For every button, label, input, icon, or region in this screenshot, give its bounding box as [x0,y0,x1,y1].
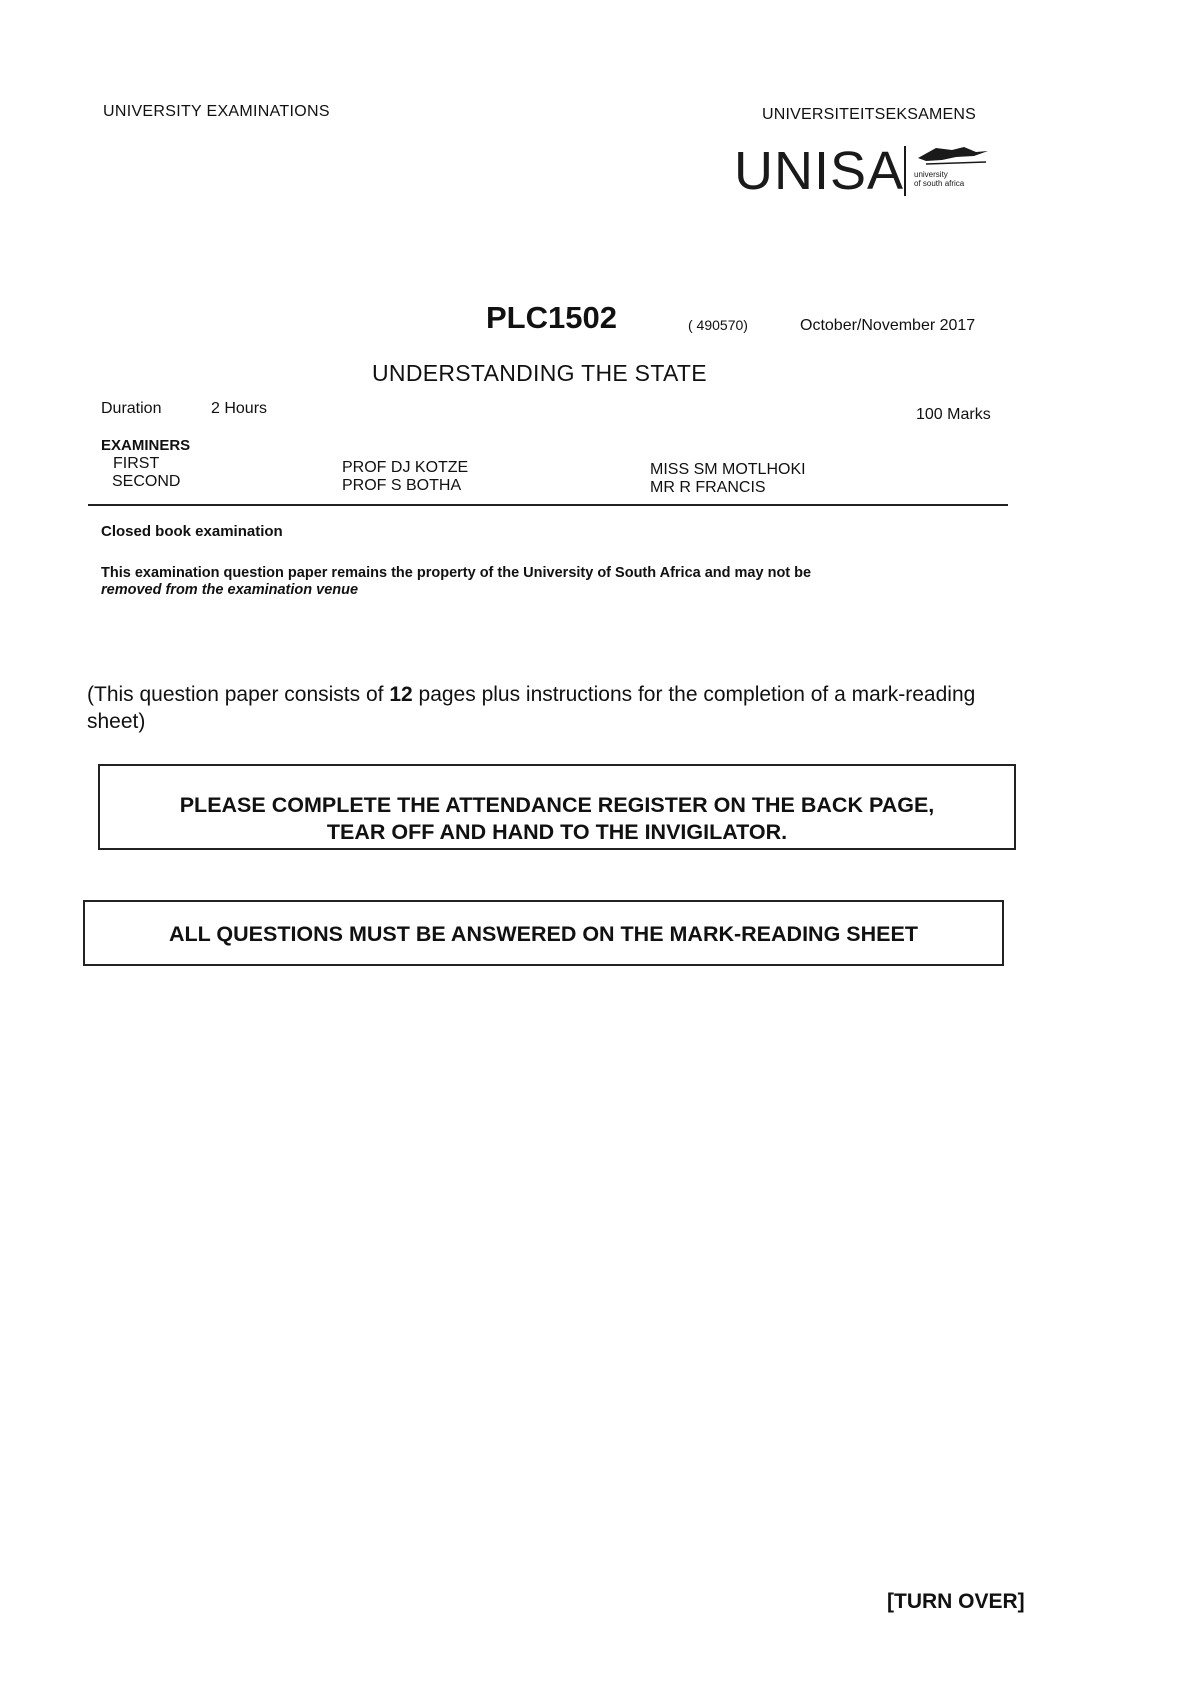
logo-tagline-line2: of south africa [914,179,965,188]
examiners-heading: EXAMINERS [101,437,191,454]
unisa-bird-icon [912,144,992,170]
total-marks: 100 Marks [916,406,991,423]
mark-reading-box [83,900,1004,966]
mark-reading-instruction: ALL QUESTIONS MUST BE ANSWERED ON THE MARK-READING SHEET [169,922,918,946]
first-examiner-2: MISS SM MOTLHOKI [650,461,806,478]
logo-wordmark: UNISA [734,141,905,201]
page-count-number: 12 [389,683,413,706]
duration-label: Duration [101,400,162,417]
second-examiner-2: MR R FRANCIS [650,479,766,496]
attendance-line2: TEAR OFF AND HAND TO THE INVIGILATOR. [326,820,788,844]
header-divider [88,504,1008,506]
page-count-before: (This question paper consists of [87,683,390,706]
logo-tagline-line1: university [914,170,948,179]
second-examiner-label: SECOND [112,473,181,490]
header-right-title: UNIVERSITEITSEKSAMENS [762,106,977,123]
second-examiner-1: PROF S BOTHA [342,477,462,494]
turn-over-label: [TURN OVER] [887,1590,1025,1613]
duration-value: 2 Hours [211,400,268,417]
header-left-title: UNIVERSITY EXAMINATIONS [103,103,330,120]
page-count-note [87,681,1017,735]
property-note-line1: This examination question paper remains the property of the University of South Africa and may not be [101,565,812,581]
paper-number: ( 490570) [688,317,748,333]
exam-period: October/November 2017 [800,317,976,334]
page-count-after: pages plus instructions for the completion of a mark-reading sheet) [87,683,976,733]
unisa-logo [734,140,994,202]
attendance-line1: PLEASE COMPLETE THE ATTENDANCE REGISTER ON THE BACK PAGE, [179,793,935,817]
logo-tagline [914,170,964,188]
closed-book-note: Closed book examination [101,523,283,540]
first-examiner-1: PROF DJ KOTZE [342,459,469,476]
property-note [101,565,981,599]
logo-divider [904,146,906,196]
first-examiner-label: FIRST [113,455,160,472]
subject-title: UNDERSTANDING THE STATE [372,360,707,386]
property-note-line2: removed from the examination venue [101,582,359,598]
attendance-register-box [98,764,1016,850]
paper-code: PLC1502 [486,300,617,335]
